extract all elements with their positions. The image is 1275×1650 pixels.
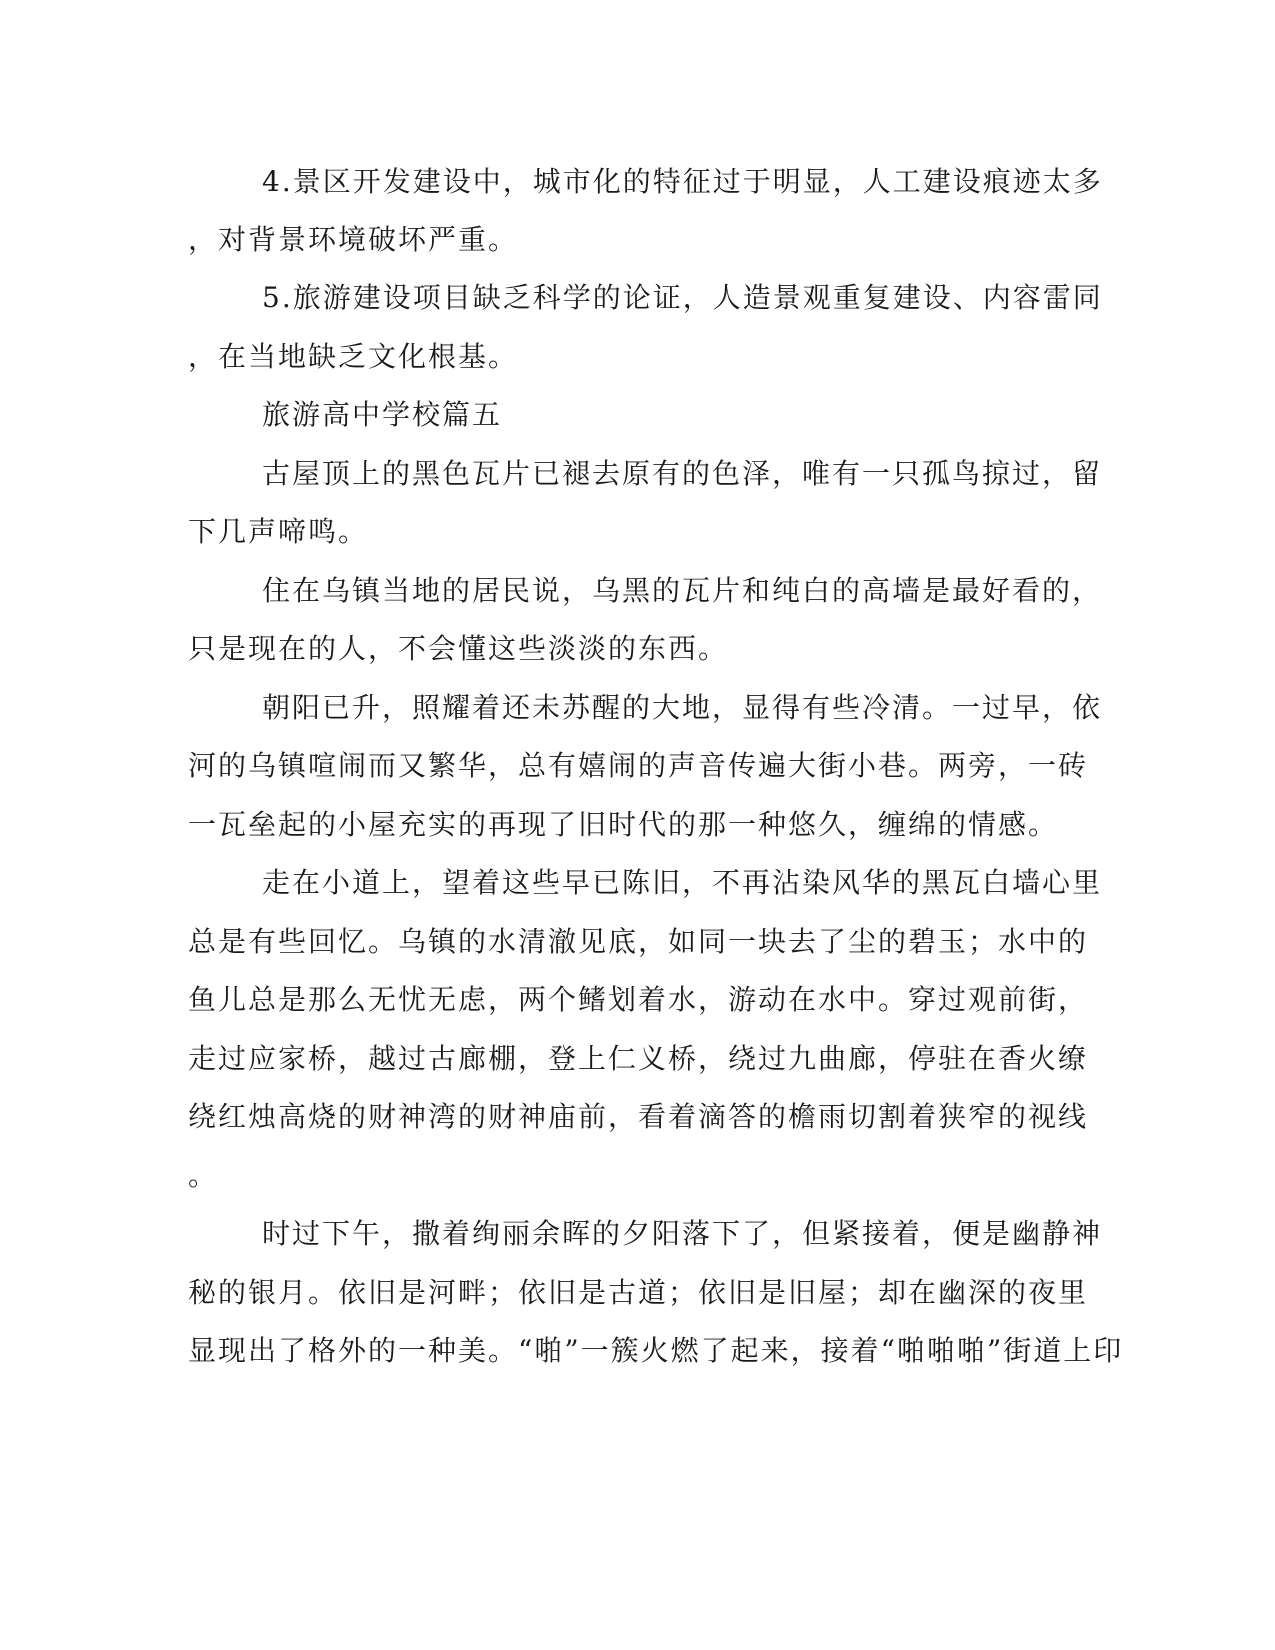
text-line: 鱼儿总是那么无忧无虑，两个鳍划着水，游动在水中。穿过观前街， — [188, 983, 1089, 1016]
text-line: 走过应家桥，越过古廊棚，登上仁义桥，绕过九曲廊，停驻在香火缭 — [188, 1042, 1089, 1075]
text-line: 河的乌镇喧闹而又繁华，总有嬉闹的声音传遍大街小巷。两旁，一砖 — [188, 749, 1089, 782]
text-line: 走在小道上，望着这些早已陈旧，不再沾染风华的黑瓦白墙心里 — [262, 866, 1103, 899]
text-line: 5.旅游建设项目缺乏科学的论证，人造景观重复建设、内容雷同 — [262, 281, 1103, 314]
text-line: 时过下午，撒着绚丽余晖的夕阳落下了，但紧接着，便是幽静神 — [262, 1217, 1103, 1250]
text-line: 一瓦垒起的小屋充实的再现了旧时代的那一种悠久，缠绵的情感。 — [188, 808, 1059, 841]
text-line: 只是现在的人，不会懂这些淡淡的东西。 — [188, 632, 729, 665]
section-heading: 旅游高中学校篇五 — [262, 398, 503, 431]
text-line: ，在当地缺乏文化根基。 — [188, 340, 519, 373]
text-line: 秘的银月。依旧是河畔；依旧是古道；依旧是旧屋；却在幽深的夜里 — [188, 1276, 1089, 1309]
text-line: 4.景区开发建设中，城市化的特征过于明显，人工建设痕迹太多 — [262, 165, 1103, 198]
text-line: 下几声啼鸣。 — [188, 515, 369, 548]
text-line: 绕红烛高烧的财神湾的财神庙前，看着滴答的檐雨切割着狭窄的视线 — [188, 1100, 1089, 1133]
text-line: 显现出了格外的一种美。“啪”一簇火燃了起来，接着“啪啪啪”街道上印 — [188, 1334, 1124, 1367]
text-line: ，对背景环境破坏严重。 — [188, 223, 519, 256]
text-line: 古屋顶上的黑色瓦片已褪去原有的色泽，唯有一只孤鸟掠过，留 — [262, 457, 1103, 490]
text-line: 。 — [188, 1159, 219, 1192]
text-line: 住在乌镇当地的居民说，乌黑的瓦片和纯白的高墙是最好看的， — [262, 574, 1103, 607]
text-line: 总是有些回忆。乌镇的水清澈见底，如同一块去了尘的碧玉；水中的 — [188, 925, 1089, 958]
text-line: 朝阳已升，照耀着还未苏醒的大地，显得有些冷清。一过早，依 — [262, 691, 1103, 724]
